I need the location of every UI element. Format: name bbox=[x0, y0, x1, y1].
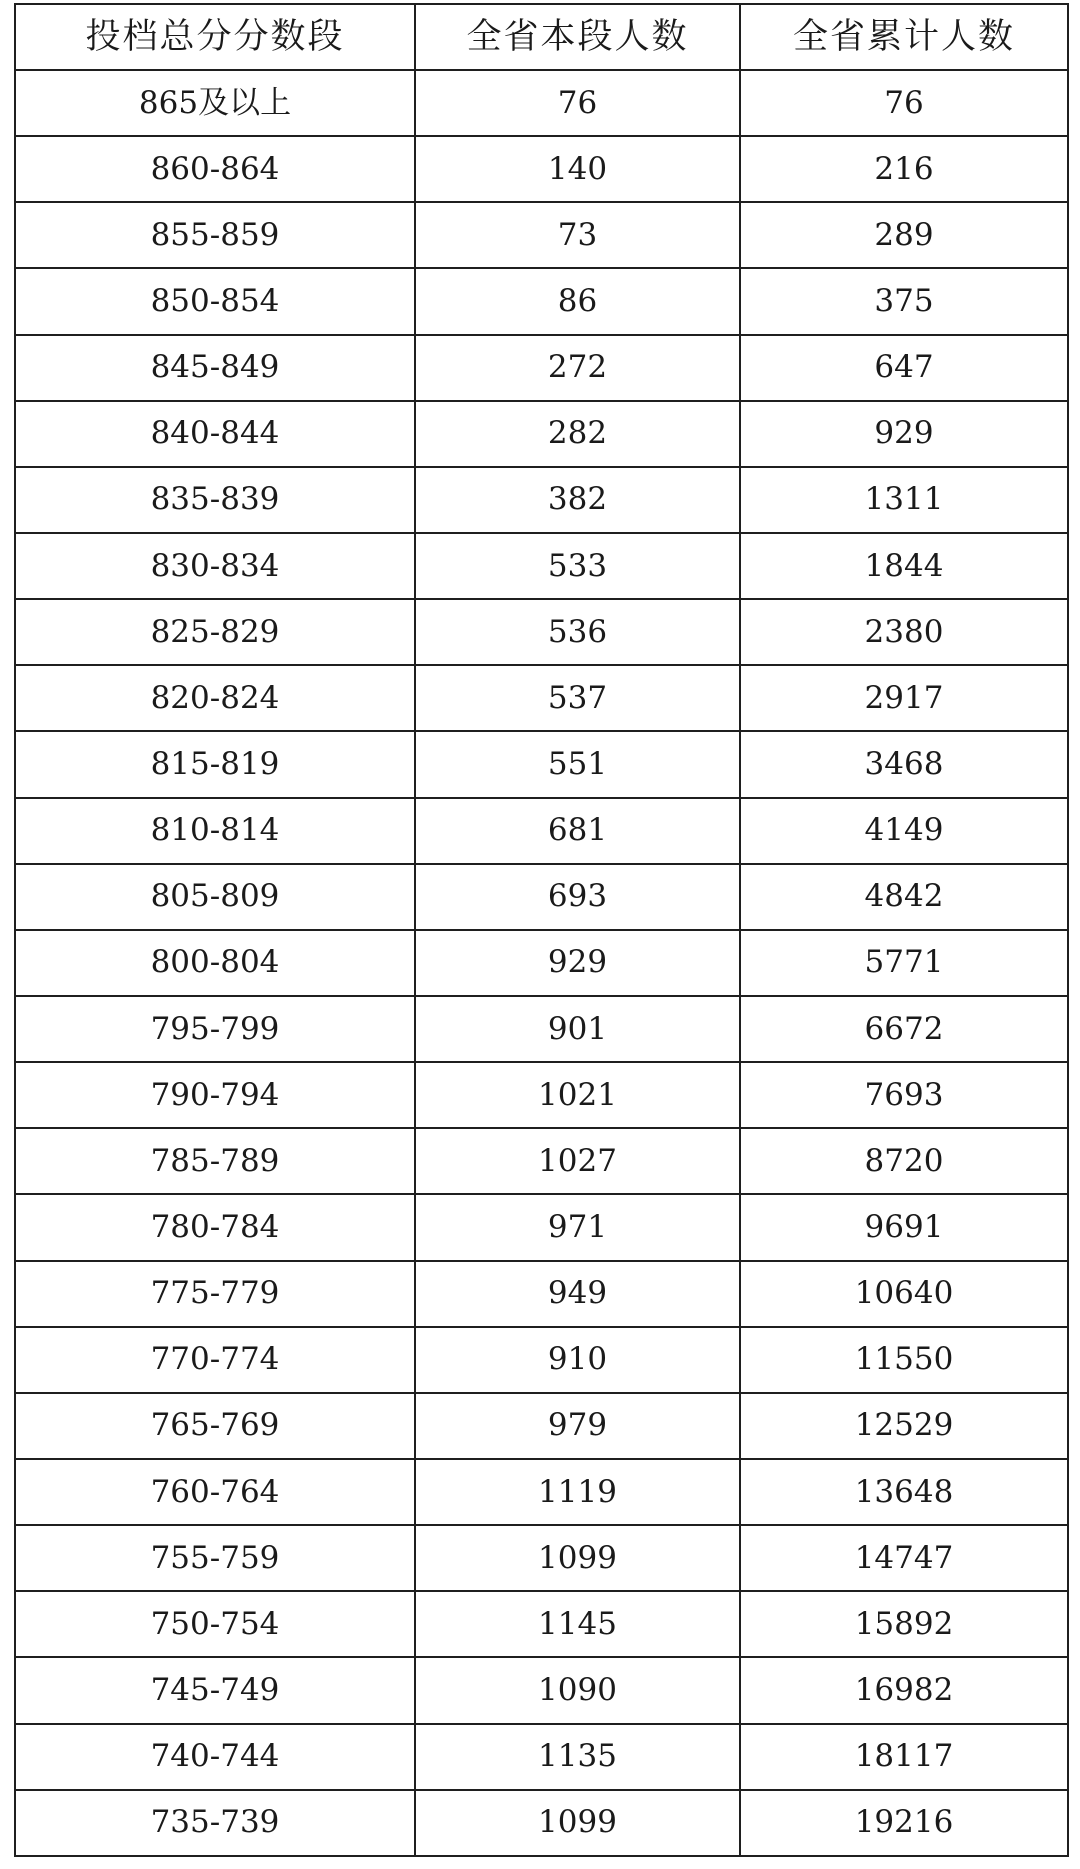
segment-count-cell: 382 bbox=[415, 467, 740, 533]
table-row bbox=[15, 864, 1068, 930]
segment-count-cell: 282 bbox=[415, 401, 740, 467]
segment-count-cell: 533 bbox=[415, 533, 740, 599]
score-range-cell: 785-789 bbox=[15, 1128, 415, 1194]
score-range-cell: 795-799 bbox=[15, 996, 415, 1062]
cumulative-count-cell: 5771 bbox=[740, 930, 1068, 996]
cumulative-count-cell: 6672 bbox=[740, 996, 1068, 1062]
table-row bbox=[15, 467, 1068, 533]
cumulative-count-cell: 929 bbox=[740, 401, 1068, 467]
score-range-cell: 815-819 bbox=[15, 731, 415, 797]
segment-count-cell: 949 bbox=[415, 1261, 740, 1327]
segment-count-cell: 1090 bbox=[415, 1657, 740, 1723]
segment-count-cell: 551 bbox=[415, 731, 740, 797]
cumulative-count-cell: 7693 bbox=[740, 1062, 1068, 1128]
table-row bbox=[15, 136, 1068, 202]
cumulative-count-cell: 12529 bbox=[740, 1393, 1068, 1459]
score-range-cell: 855-859 bbox=[15, 202, 415, 268]
cumulative-count-cell: 2917 bbox=[740, 665, 1068, 731]
segment-count-cell: 971 bbox=[415, 1194, 740, 1260]
score-range-cell: 790-794 bbox=[15, 1062, 415, 1128]
segment-count-cell: 910 bbox=[415, 1327, 740, 1393]
cumulative-count-cell: 9691 bbox=[740, 1194, 1068, 1260]
table-row bbox=[15, 1194, 1068, 1260]
segment-count-cell: 693 bbox=[415, 864, 740, 930]
segment-count-cell: 73 bbox=[415, 202, 740, 268]
cumulative-count-cell: 14747 bbox=[740, 1525, 1068, 1591]
table-row bbox=[15, 1724, 1068, 1790]
segment-count-cell: 537 bbox=[415, 665, 740, 731]
table-row bbox=[15, 1062, 1068, 1128]
cumulative-count-cell: 13648 bbox=[740, 1459, 1068, 1525]
table-row bbox=[15, 1790, 1068, 1856]
table-row bbox=[15, 533, 1068, 599]
table-row bbox=[15, 599, 1068, 665]
score-range-cell: 835-839 bbox=[15, 467, 415, 533]
score-range-cell: 850-854 bbox=[15, 268, 415, 334]
table-row bbox=[15, 1128, 1068, 1194]
cumulative-count-cell: 375 bbox=[740, 268, 1068, 334]
score-range-cell: 800-804 bbox=[15, 930, 415, 996]
cumulative-count-cell: 16982 bbox=[740, 1657, 1068, 1723]
score-range-cell: 760-764 bbox=[15, 1459, 415, 1525]
table-row bbox=[15, 1261, 1068, 1327]
score-range-cell: 745-749 bbox=[15, 1657, 415, 1723]
segment-count-cell: 901 bbox=[415, 996, 740, 1062]
score-range-cell: 860-864 bbox=[15, 136, 415, 202]
table-row bbox=[15, 930, 1068, 996]
table-row bbox=[15, 665, 1068, 731]
score-range-cell: 840-844 bbox=[15, 401, 415, 467]
score-range-cell: 865及以上 bbox=[15, 70, 415, 136]
cumulative-count-cell: 647 bbox=[740, 335, 1068, 401]
cumulative-count-cell: 8720 bbox=[740, 1128, 1068, 1194]
cumulative-count-cell: 3468 bbox=[740, 731, 1068, 797]
table-row bbox=[15, 731, 1068, 797]
header-cumulative-count: 全省累计人数 bbox=[740, 4, 1068, 70]
segment-count-cell: 536 bbox=[415, 599, 740, 665]
cumulative-count-cell: 15892 bbox=[740, 1591, 1068, 1657]
score-range-cell: 830-834 bbox=[15, 533, 415, 599]
header-row bbox=[15, 4, 1068, 70]
segment-count-cell: 140 bbox=[415, 136, 740, 202]
score-range-cell: 805-809 bbox=[15, 864, 415, 930]
segment-count-cell: 1145 bbox=[415, 1591, 740, 1657]
segment-count-cell: 979 bbox=[415, 1393, 740, 1459]
cumulative-count-cell: 11550 bbox=[740, 1327, 1068, 1393]
segment-count-cell: 681 bbox=[415, 798, 740, 864]
segment-count-cell: 1027 bbox=[415, 1128, 740, 1194]
header-segment-count: 全省本段人数 bbox=[415, 4, 740, 70]
segment-count-cell: 929 bbox=[415, 930, 740, 996]
cumulative-count-cell: 10640 bbox=[740, 1261, 1068, 1327]
table-body bbox=[15, 70, 1068, 1856]
table-row bbox=[15, 996, 1068, 1062]
table-row bbox=[15, 335, 1068, 401]
table-row bbox=[15, 401, 1068, 467]
table-row bbox=[15, 1459, 1068, 1525]
cumulative-count-cell: 289 bbox=[740, 202, 1068, 268]
score-range-cell: 770-774 bbox=[15, 1327, 415, 1393]
segment-count-cell: 1099 bbox=[415, 1790, 740, 1856]
segment-count-cell: 1119 bbox=[415, 1459, 740, 1525]
table-row bbox=[15, 268, 1068, 334]
cumulative-count-cell: 1311 bbox=[740, 467, 1068, 533]
segment-count-cell: 1099 bbox=[415, 1525, 740, 1591]
score-range-cell: 780-784 bbox=[15, 1194, 415, 1260]
cumulative-count-cell: 1844 bbox=[740, 533, 1068, 599]
table-row bbox=[15, 1327, 1068, 1393]
score-range-cell: 825-829 bbox=[15, 599, 415, 665]
table-row bbox=[15, 1657, 1068, 1723]
cumulative-count-cell: 18117 bbox=[740, 1724, 1068, 1790]
segment-count-cell: 76 bbox=[415, 70, 740, 136]
table-row bbox=[15, 202, 1068, 268]
header-score-range: 投档总分分数段 bbox=[15, 4, 415, 70]
segment-count-cell: 272 bbox=[415, 335, 740, 401]
score-range-cell: 765-769 bbox=[15, 1393, 415, 1459]
score-distribution-table bbox=[14, 3, 1069, 1857]
table-row bbox=[15, 1393, 1068, 1459]
table-row bbox=[15, 798, 1068, 864]
segment-count-cell: 1021 bbox=[415, 1062, 740, 1128]
score-range-cell: 735-739 bbox=[15, 1790, 415, 1856]
cumulative-count-cell: 19216 bbox=[740, 1790, 1068, 1856]
score-range-cell: 740-744 bbox=[15, 1724, 415, 1790]
cumulative-count-cell: 216 bbox=[740, 136, 1068, 202]
score-range-cell: 845-849 bbox=[15, 335, 415, 401]
cumulative-count-cell: 4842 bbox=[740, 864, 1068, 930]
score-range-cell: 755-759 bbox=[15, 1525, 415, 1591]
table-row bbox=[15, 1525, 1068, 1591]
score-range-cell: 750-754 bbox=[15, 1591, 415, 1657]
cumulative-count-cell: 4149 bbox=[740, 798, 1068, 864]
table-row bbox=[15, 70, 1068, 136]
cumulative-count-cell: 2380 bbox=[740, 599, 1068, 665]
table-row bbox=[15, 1591, 1068, 1657]
cumulative-count-cell: 76 bbox=[740, 70, 1068, 136]
table-header bbox=[15, 4, 1068, 70]
score-range-cell: 775-779 bbox=[15, 1261, 415, 1327]
segment-count-cell: 86 bbox=[415, 268, 740, 334]
score-range-cell: 820-824 bbox=[15, 665, 415, 731]
segment-count-cell: 1135 bbox=[415, 1724, 740, 1790]
score-range-cell: 810-814 bbox=[15, 798, 415, 864]
